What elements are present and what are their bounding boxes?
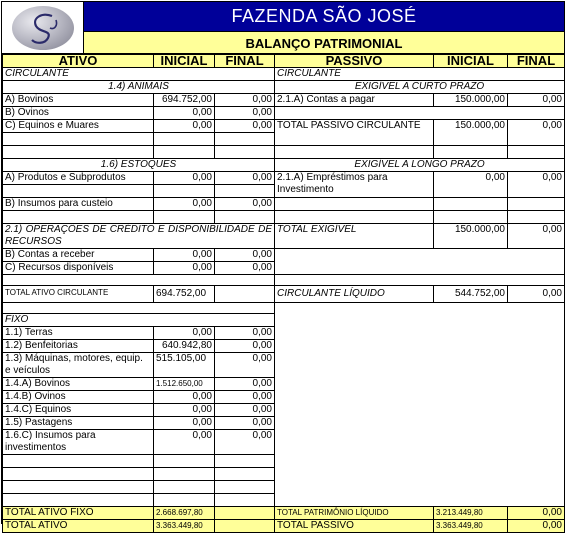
empty-cell: [215, 146, 275, 159]
table-row: [3, 107, 565, 120]
fixo-row-final: 0,00: [215, 378, 275, 391]
fixo-row-label: 1.4.C) Equinos: [3, 404, 154, 417]
empty-cell: [215, 455, 275, 468]
empty-cell: [3, 133, 154, 146]
col-ativo-inicial: INICIAL: [154, 55, 215, 68]
empty-cell: [275, 249, 565, 275]
total-passivo-circulante-inicial: 150.000,00: [434, 120, 508, 146]
empty-cell: [215, 133, 275, 146]
empty-cell: [434, 146, 508, 159]
empty-cell: [154, 133, 215, 146]
column-header-row: [3, 55, 565, 68]
total-ativo-fixo-inicial: 2.668.697,80: [154, 507, 215, 520]
total-ativo-final: [215, 520, 275, 533]
fixo-row-inicial: 0,00: [154, 391, 215, 404]
fixo-row-label: 1.4.B) Ovinos: [3, 391, 154, 404]
total-ativo-circulante-final: [215, 286, 275, 303]
passivo-circulante-label: CIRCULANTE: [275, 68, 565, 81]
fixo-row-inicial: 1.512.650,00: [154, 378, 215, 391]
animais-row-inicial: 0,00: [154, 107, 215, 120]
table-row: [3, 211, 565, 224]
table-row: [3, 68, 565, 81]
total-patrimonio-final: 0,00: [508, 507, 565, 520]
estoques-row-label: B) Insumos para custeio: [3, 198, 154, 211]
fixo-row-inicial: 0,00: [154, 327, 215, 340]
animais-row-label: B) Ovinos: [3, 107, 154, 120]
empty-cell: [215, 185, 275, 198]
operacoes-title: 2.1) OPERAÇÕES DE CRÉDITO E DISPONIBILIDADE DE RECURSOS: [3, 224, 275, 249]
circulante-liquido-final: 0,00: [508, 286, 565, 303]
estoques-row-final: 0,00: [215, 172, 275, 185]
fixo-row-final: 0,00: [215, 404, 275, 417]
longo-prazo-row-label: 2.1.A) Empréstimos para Investimento: [275, 172, 434, 198]
curto-prazo-row-final: 0,00: [508, 94, 565, 107]
total-ativo-label: TOTAL ATIVO: [3, 520, 154, 533]
animais-row-final: 0,00: [215, 120, 275, 133]
estoques-row-final: 0,00: [215, 198, 275, 211]
table-row: [3, 286, 565, 303]
total-ativo-fixo-final: [215, 507, 275, 520]
empty-cell: [508, 211, 565, 224]
animais-row-label: C) Equinos e Muares: [3, 120, 154, 133]
total-ativo-circulante-inicial: 694.752,00: [154, 286, 215, 303]
table-row: [3, 303, 565, 314]
empty-cell: [3, 185, 154, 198]
total-row: [3, 520, 565, 533]
col-passivo-final: FINAL: [508, 55, 565, 68]
total-passivo-label: TOTAL PASSIVO: [275, 520, 434, 533]
empty-cell: [215, 494, 275, 507]
table-row: [3, 81, 565, 94]
table-row: [3, 172, 565, 185]
empty-cell: [275, 107, 565, 120]
empty-cell: [154, 494, 215, 507]
longo-prazo-row-final: 0,00: [508, 172, 565, 198]
estoques-title: 1.6) ESTOQUES: [3, 159, 275, 172]
fixo-row-final: 0,00: [215, 391, 275, 404]
estoques-row-inicial: 0,00: [154, 172, 215, 185]
operacoes-row-inicial: 0,00: [154, 262, 215, 275]
table-row: [3, 146, 565, 159]
estoques-row-inicial: 0,00: [154, 198, 215, 211]
total-exigivel-inicial: 150.000,00: [434, 224, 508, 249]
fixo-row-final: 0,00: [215, 417, 275, 430]
table-row: [3, 120, 565, 133]
empty-cell: [434, 211, 508, 224]
table-row: [3, 249, 565, 262]
balance-sheet: [1, 1, 565, 531]
operacoes-row-label: B) Contas a receber: [3, 249, 154, 262]
empty-cell: [215, 468, 275, 481]
animais-row-final: 0,00: [215, 107, 275, 120]
empty-cell: [154, 468, 215, 481]
balance-table: [2, 54, 565, 533]
empty-cell: [154, 481, 215, 494]
empty-cell: [275, 303, 565, 507]
empty-cell: [215, 481, 275, 494]
total-ativo-circulante-label: TOTAL ATIVO CIRCULANTE: [3, 286, 154, 303]
logo-emblem-icon: [12, 6, 74, 50]
total-passivo-final: 0,00: [508, 520, 565, 533]
operacoes-row-inicial: 0,00: [154, 249, 215, 262]
empty-cell: [275, 198, 434, 211]
table-row: [3, 159, 565, 172]
empty-cell: [3, 468, 154, 481]
fixo-row-label: 1.5) Pastagens: [3, 417, 154, 430]
total-fixo-row: [3, 507, 565, 520]
empty-cell: [154, 185, 215, 198]
ativo-circulante-label: CIRCULANTE: [3, 68, 275, 81]
empty-cell: [3, 455, 154, 468]
curto-prazo-title: EXIGÍVEL A CURTO PRAZO: [275, 81, 565, 94]
operacoes-row-label: C) Recursos disponíveis: [3, 262, 154, 275]
curto-prazo-row-inicial: 150.000,00: [434, 94, 508, 107]
total-exigivel-label: TOTAL EXIGÍVEL: [275, 224, 434, 249]
total-ativo-fixo-label: TOTAL ATIVO FIXO: [3, 507, 154, 520]
empty-cell: [154, 211, 215, 224]
animais-row-inicial: 694.752,00: [154, 94, 215, 107]
operacoes-row-final: 0,00: [215, 262, 275, 275]
table-row: [3, 198, 565, 211]
empty-cell: [3, 275, 275, 286]
col-ativo: ATIVO: [3, 55, 154, 68]
fixo-row-inicial: 0,00: [154, 417, 215, 430]
fixo-row-label: 1.6.C) Insumos para investimentos: [3, 430, 154, 455]
fixo-row-final: 0,00: [215, 340, 275, 353]
total-ativo-inicial: 3.363.449,80: [154, 520, 215, 533]
estoques-row-label: A) Produtos e Subprodutos: [3, 172, 154, 185]
longo-prazo-row-inicial: 0,00: [434, 172, 508, 198]
fixo-row-final: 0,00: [215, 430, 275, 455]
col-passivo: PASSIVO: [275, 55, 434, 68]
operacoes-row-final: 0,00: [215, 249, 275, 262]
empty-cell: [3, 211, 154, 224]
fixo-row-label: 1.4.A) Bovinos: [3, 378, 154, 391]
empty-cell: [215, 211, 275, 224]
fixo-row-final: 0,00: [215, 353, 275, 378]
empty-cell: [275, 275, 565, 286]
fixo-row-label: 1.3) Máquinas, motores, equip. e veículos: [3, 353, 154, 378]
col-passivo-inicial: INICIAL: [434, 55, 508, 68]
total-exigivel-final: 0,00: [508, 224, 565, 249]
fixo-row-inicial: 515.105,00: [154, 353, 215, 378]
curto-prazo-row-label: 2.1.A) Contas a pagar: [275, 94, 434, 107]
fixo-title: FIXO: [3, 314, 275, 327]
fixo-row-label: 1.2) Benfeitorias: [3, 340, 154, 353]
table-row: [3, 275, 565, 286]
animais-row-inicial: 0,00: [154, 120, 215, 133]
fixo-row-inicial: 640.942,80: [154, 340, 215, 353]
empty-cell: [275, 211, 434, 224]
farm-name-title: FAZENDA SÃO JOSÉ: [84, 2, 564, 31]
total-passivo-circulante-final: 0,00: [508, 120, 565, 146]
longo-prazo-title: EXIGÍVEL A LONGO PRAZO: [275, 159, 565, 172]
fixo-row-inicial: 0,00: [154, 430, 215, 455]
total-passivo-inicial: 3.363.449,80: [434, 520, 508, 533]
animais-row-label: A) Bovinos: [3, 94, 154, 107]
empty-cell: [3, 494, 154, 507]
table-row: [3, 94, 565, 107]
empty-cell: [434, 198, 508, 211]
circulante-liquido-label: CIRCULANTE LÍQUIDO: [275, 286, 434, 303]
empty-cell: [3, 303, 275, 314]
empty-cell: [3, 481, 154, 494]
empty-cell: [3, 146, 154, 159]
empty-cell: [154, 455, 215, 468]
fixo-row-final: 0,00: [215, 327, 275, 340]
empty-cell: [275, 146, 434, 159]
empty-cell: [508, 198, 565, 211]
total-patrimonio-inicial: 3.213.449,80: [434, 507, 508, 520]
total-passivo-circulante-label: TOTAL PASSIVO CIRCULANTE: [275, 120, 434, 146]
col-ativo-final: FINAL: [215, 55, 275, 68]
farm-logo: [2, 2, 84, 54]
empty-cell: [154, 146, 215, 159]
fixo-row-inicial: 0,00: [154, 404, 215, 417]
empty-cell: [508, 146, 565, 159]
circulante-liquido-inicial: 544.752,00: [434, 286, 508, 303]
total-patrimonio-label: TOTAL PATRIMÔNIO LÍQUIDO: [275, 507, 434, 520]
fixo-row-label: 1.1) Terras: [3, 327, 154, 340]
report-title: BALANÇO PATRIMONIAL: [84, 31, 564, 54]
animais-row-final: 0,00: [215, 94, 275, 107]
animais-title: 1.4) ANIMAIS: [3, 81, 275, 94]
